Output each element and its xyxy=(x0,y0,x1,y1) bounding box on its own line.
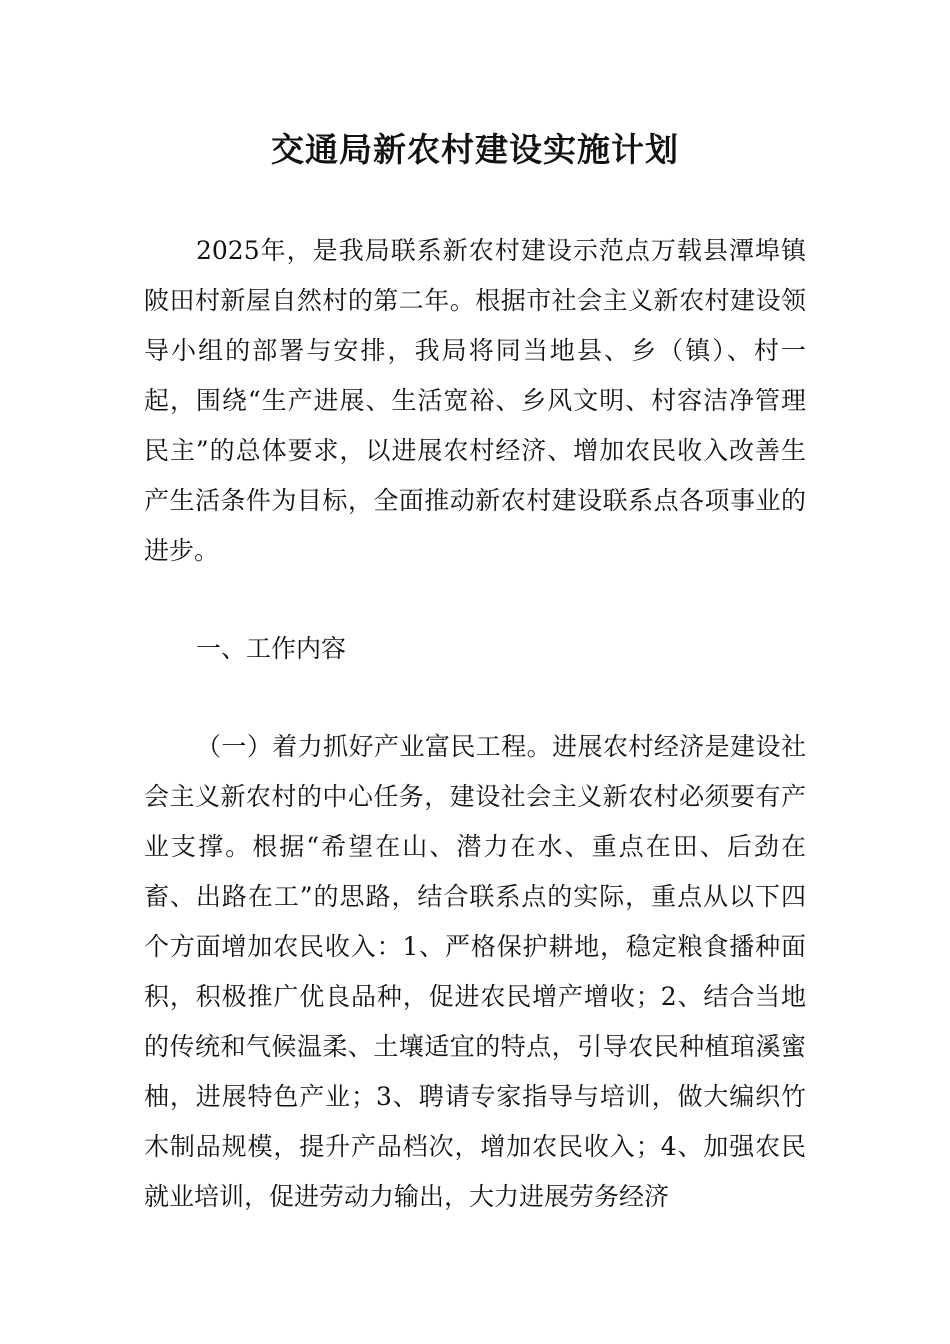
section-heading: 一、工作内容 xyxy=(196,634,347,663)
body-paragraph: （一）着力抓好产业富民工程。进展农村经济是建设社会主义新农村的中心任务，建设社会主义新农村必须要有产业支撑。根据“希望在山、潜力在水、重点在田、后劲在畜、出路在工”的思路，结合联系点的实际，重点从以下四个方面增加农民收入：1、严格保护耕地，稳定粮食播种面积，积极推广优良品种，促进农民增产增收；2、结合当地的传统和气候温柔、土壤适宜的特点，引导农民种植琯溪蜜柚，进展特色产业；3、聘请专家指导与培训，做大编织竹木制品规模，提升产品档次，增加农民收入；4、加强农民就业培训，促进劳动力输出，大力进展劳务经济 xyxy=(144,732,806,1211)
intro-paragraph: 2025年，是我局联系新农村建设示范点万载县潭埠镇陂田村新屋自然村的第二年。根据市社会主义新农村建设领导小组的部署与安排，我局将同当地县、乡（镇）、村一起，围绕“生产进展、生活宽裕、乡风文明、村容洁净管理民主”的总体要求，以进展农村经济、增加农民收入改善生产生活条件为目标，全面推动新农村建设联系点各项事业的进步。 xyxy=(144,236,806,565)
document-title: 交通局新农村建设实施计划 xyxy=(271,130,679,169)
